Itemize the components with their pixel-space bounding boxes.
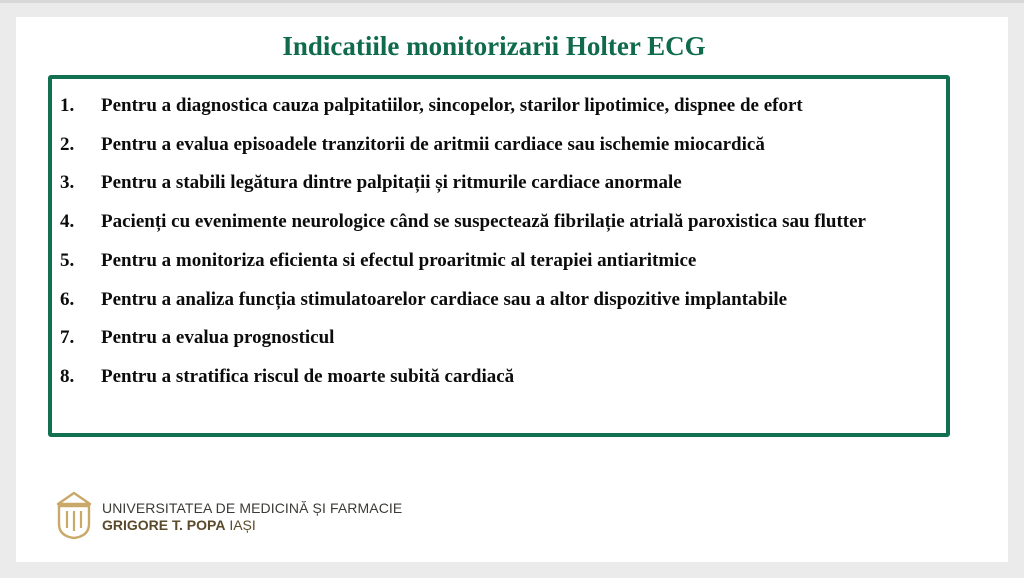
item-number: 2. <box>60 133 75 155</box>
university-line1: UNIVERSITATEA DE MEDICINĂ ȘI FARMACIE <box>102 500 403 516</box>
item-number: 4. <box>60 211 75 233</box>
item-text: Pentru a evalua prognosticul <box>101 327 335 349</box>
item-text: Pentru a monitoriza eficienta si efectul proaritmic al terapiei antiaritmice <box>101 249 697 271</box>
item-number: 1. <box>60 95 75 116</box>
item-number: 3. <box>60 172 75 194</box>
list-item <box>60 164 938 203</box>
item-text: Pentru a stratifica riscul de moarte subită cardiacă <box>101 365 515 387</box>
indications-box <box>48 75 950 437</box>
item-text: Pentru a evalua episoadele tranzitorii de aritmii cardiace sau ischemie miocardică <box>101 133 765 155</box>
list-item <box>60 126 938 165</box>
list-item <box>60 358 938 397</box>
list-item <box>60 281 938 320</box>
list-item <box>60 319 938 358</box>
list-item <box>60 242 938 281</box>
university-line2 <box>102 517 402 533</box>
slide-title: Indicatiile monitorizarii Holter ECG <box>282 31 706 61</box>
university-city: IAȘI <box>229 517 256 533</box>
item-text: Pentru a stabili legătura dintre palpitații și ritmurile cardiace anormale <box>101 172 682 194</box>
top-border <box>0 0 1024 3</box>
item-number: 6. <box>60 288 75 310</box>
university-name: GRIGORE T. POPA <box>102 517 226 533</box>
item-text: Pentru a analiza funcția stimulatoarelor cardiace sau a altor dispozitive implantabile <box>101 288 788 310</box>
list-item <box>60 203 938 242</box>
item-number: 7. <box>60 327 75 349</box>
item-number: 8. <box>60 365 75 387</box>
item-number: 5. <box>60 249 75 271</box>
item-text: Pentru a diagnostica cauza palpitatiilor, sincopelor, starilor lipotimice, dispnee de efort <box>101 95 803 116</box>
slide <box>16 17 1008 562</box>
item-text: Pacienți cu evenimente neurologice când se suspectează fibrilație atrială paroxistica sau flutter <box>101 211 866 233</box>
university-columns-logo-icon <box>55 490 93 540</box>
indications-list <box>60 87 938 397</box>
university-text <box>102 500 402 533</box>
list-item <box>60 87 938 126</box>
